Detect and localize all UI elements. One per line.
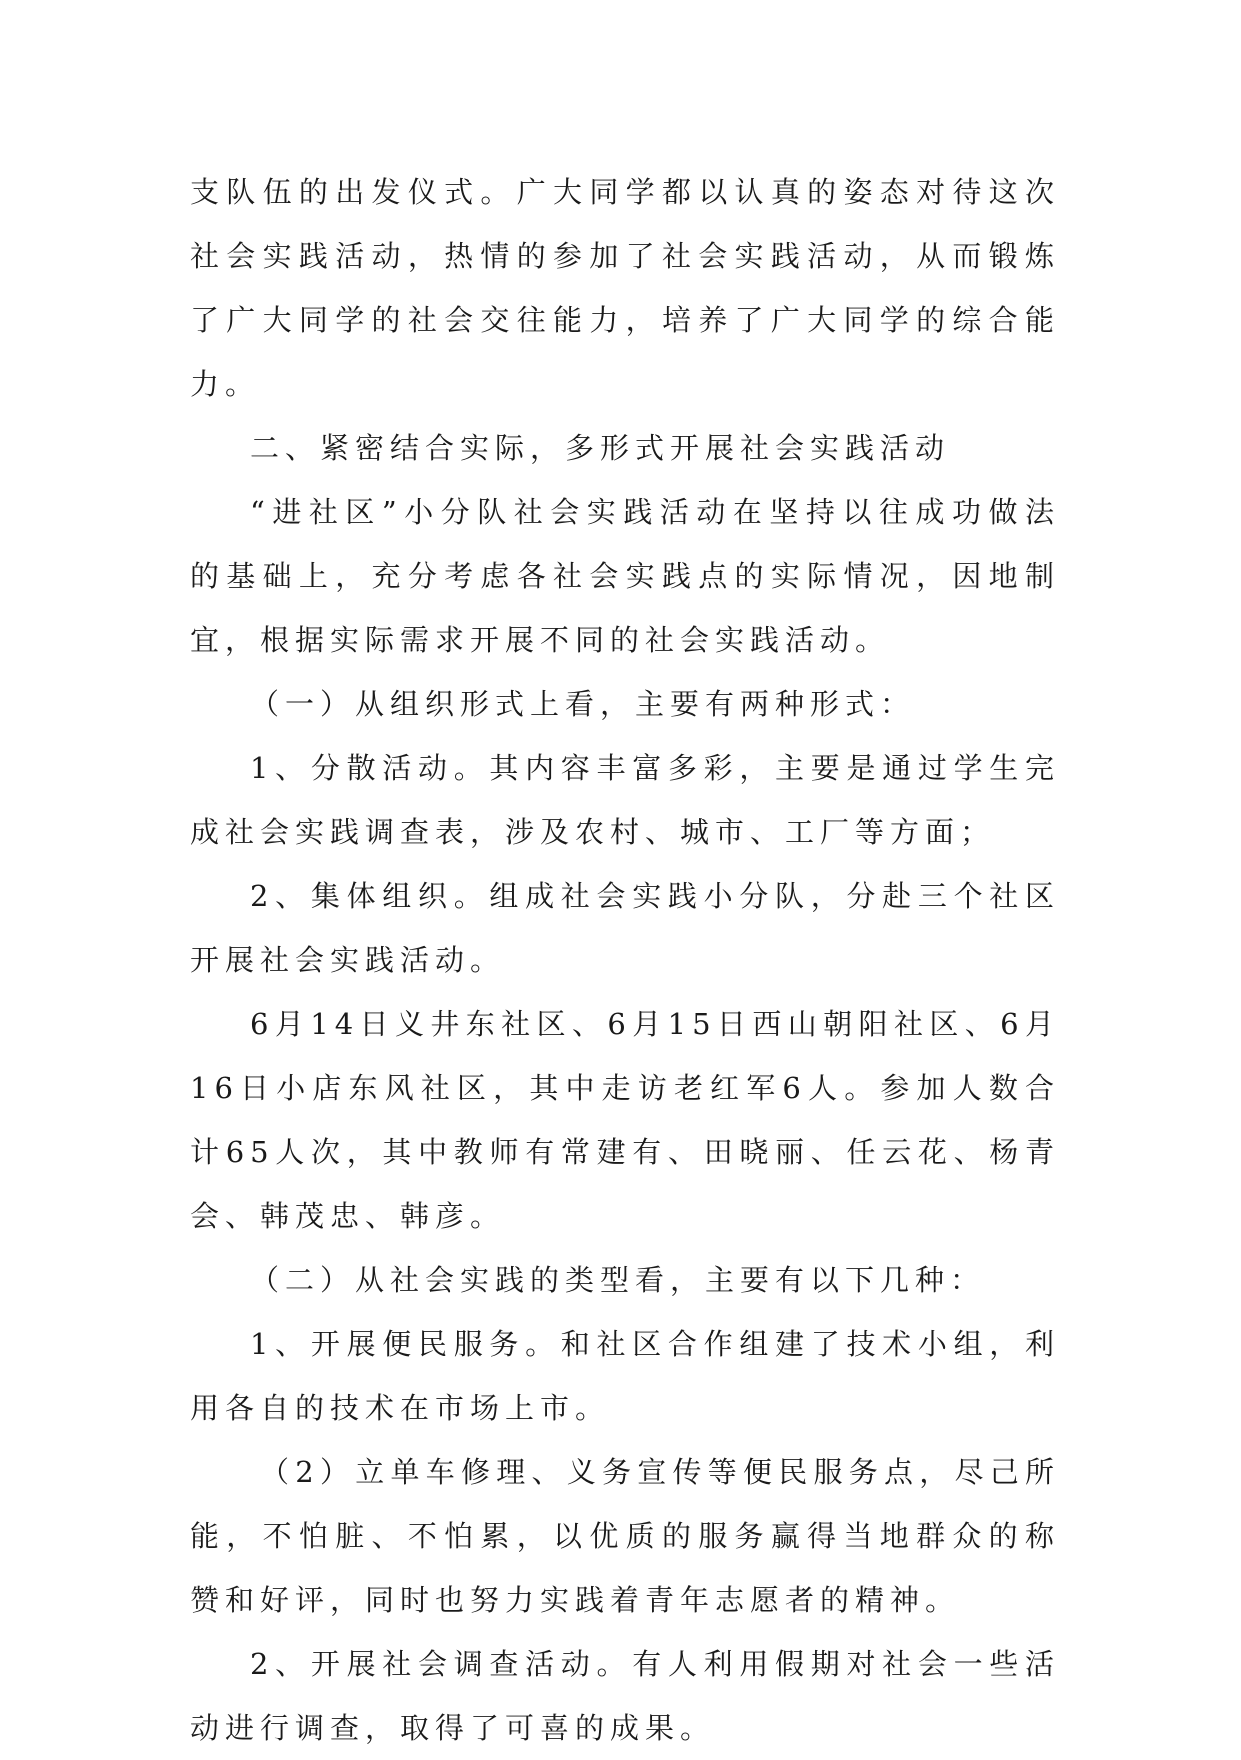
list-item-service-points: （2）立单车修理、义务宣传等便民服务点，尽己所能，不怕脏、不怕累，以优质的服务赢得当地群众的称赞和好评，同时也努力实践着青年志愿者的精神。	[190, 1455, 1060, 1617]
list-item-collective-organization: 2、集体组织。组成社会实践小分队，分赴三个社区开展社会实践活动。	[190, 879, 1060, 977]
subheading-organization-forms: （一）从组织形式上看，主要有两种形式：	[250, 687, 916, 721]
list-item-social-survey: 2、开展社会调查活动。有人利用假期对社会一些活动进行调查，取得了可喜的成果。	[190, 1647, 1060, 1745]
list-item-convenience-services: 1、开展便民服务。和社区合作组建了技术小组，利用各自的技术在市场上市。	[190, 1327, 1060, 1425]
paragraph-continued: 支队伍的出发仪式。广大同学都以认真的姿态对待这次社会实践活动，热情的参加了社会实践活动，从而锻炼了广大同学的社会交往能力，培养了广大同学的综合能力。	[190, 175, 1060, 401]
paragraph-schedule: 6月14日义井东社区、6月15日西山朝阳社区、6月16日小店东风社区，其中走访老红军6人。参加人数合计65人次，其中教师有常建有、田晓丽、任云花、杨青会、韩茂忠、韩彦。	[190, 1007, 1060, 1233]
list-item-scattered-activities: 1、分散活动。其内容丰富多彩，主要是通过学生完成社会实践调查表，涉及农村、城市、工厂等方面；	[190, 751, 1060, 849]
paragraph-community-team: “进社区”小分队社会实践活动在坚持以往成功做法的基础上，充分考虑各社会实践点的实际情况，因地制宜，根据实际需求开展不同的社会实践活动。	[190, 495, 1060, 657]
subheading-practice-types: （二）从社会实践的类型看，主要有以下几种：	[250, 1263, 986, 1297]
document-body	[190, 160, 1060, 1760]
section-heading-two: 二、紧密结合实际，多形式开展社会实践活动	[250, 431, 951, 465]
